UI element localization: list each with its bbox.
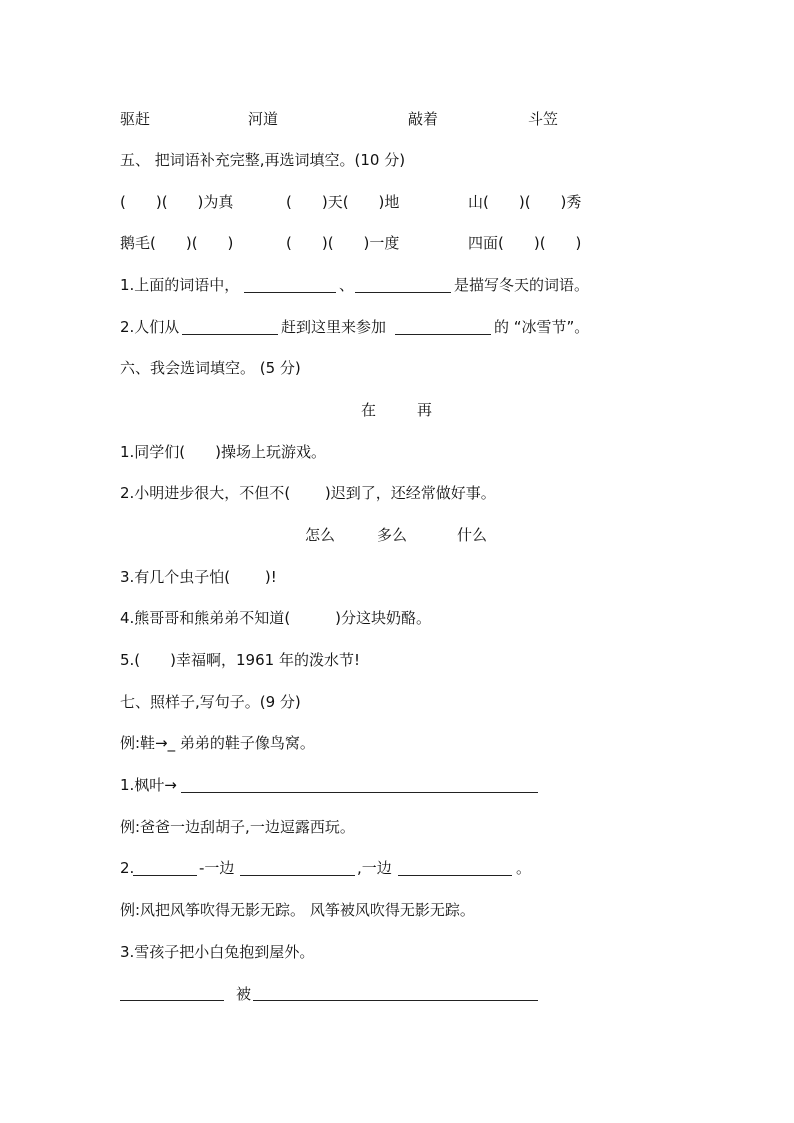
word-1: 驱赶	[120, 110, 151, 128]
s7-example-1: 例:鞋→_ 弟弟的鞋子像鸟窝。	[120, 734, 315, 752]
s7-q3-blank-2[interactable]	[253, 1000, 538, 1001]
choice-zenme: 怎么	[305, 526, 336, 544]
s7-example-2: 例:爸爸一边刮胡子,一边逗露西玩。	[120, 818, 355, 836]
s7-q2-blank-1[interactable]	[133, 875, 197, 876]
s5-q1-text-b: 、	[339, 276, 355, 294]
s5-q1-text-c: 是描写冬天的词语。	[454, 276, 590, 294]
s7-q1-blank[interactable]	[181, 792, 538, 793]
s7-q2-text-b: -一边	[199, 859, 235, 877]
s6-q5: 5.( )幸福啊，1961 年的泼水节!	[120, 651, 360, 669]
word-2: 河道	[248, 110, 279, 128]
section5-title: 五、 把词语补充完整,再选词填空。(10 分)	[120, 151, 406, 169]
section6-title: 六、我会选词填空。 (5 分)	[120, 359, 301, 377]
section7-title: 七、照样子,写句子。(9 分)	[120, 693, 301, 711]
s7-q2-blank-3[interactable]	[398, 875, 512, 876]
s6-q1: 1.同学们( )操场上玩游戏。	[120, 443, 327, 461]
s7-q3-blank-1[interactable]	[120, 1000, 224, 1001]
word-4: 斗笠	[528, 110, 559, 128]
s5-q1-blank-1[interactable]	[244, 292, 336, 293]
s5-q2-text-a: 2.人们从	[120, 318, 180, 336]
s7-q2-text-c: ,一边	[357, 859, 392, 877]
choice-shenme: 什么	[457, 526, 488, 544]
choice-zai2: 再	[417, 401, 433, 419]
s5-q1-text-a: 1.上面的词语中，	[120, 276, 240, 294]
idiom-1: ( )( )为真	[120, 193, 234, 211]
s7-q1-prefix: 1.枫叶→	[120, 776, 177, 794]
s5-q2-blank-1[interactable]	[182, 334, 278, 335]
s7-q2-text-a: 2.	[120, 859, 135, 877]
s6-q4: 4.熊哥哥和熊弟弟不知道( )分这块奶酪。	[120, 609, 432, 627]
idiom-6: 四面( )( )	[468, 234, 582, 252]
s7-q3-bei: 被	[236, 985, 252, 1003]
s5-q1-blank-2[interactable]	[355, 292, 451, 293]
s6-q3: 3.有几个虫子怕( )!	[120, 568, 277, 586]
s7-example-3: 例:风把风筝吹得无影无踪。 风筝被风吹得无影无踪。	[120, 901, 475, 919]
idiom-2: ( )天( )地	[286, 193, 400, 211]
s7-q2-blank-2[interactable]	[240, 875, 355, 876]
s6-q2: 2.小明进步很大，不但不( )迟到了，还经常做好事。	[120, 484, 496, 502]
s5-q2-blank-2[interactable]	[395, 334, 491, 335]
idiom-3: 山( )( )秀	[468, 193, 582, 211]
word-3: 敲着	[408, 110, 439, 128]
s5-q2-text-c: 的 “冰雪节”。	[494, 318, 590, 336]
idiom-5: ( )( )一度	[286, 234, 400, 252]
idiom-4: 鹅毛( )( )	[120, 234, 234, 252]
choice-duome: 多么	[377, 526, 408, 544]
choice-zai: 在	[361, 401, 377, 419]
s7-q3: 3.雪孩子把小白兔抱到屋外。	[120, 943, 315, 961]
s7-q2-text-d: 。	[516, 859, 532, 877]
s5-q2-text-b: 赶到这里来参加	[281, 318, 387, 336]
